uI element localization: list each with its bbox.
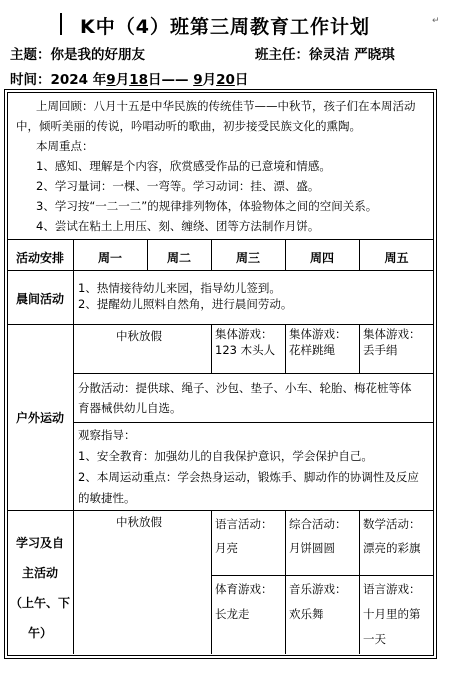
outdoor-observe: 观察指导： 1、安全教育：加强幼儿的自我保护意识，学会保护自己。 2、本周运动重点：学会热身运动，锻炼手、脚动作的协调性及反应 的敏捷性。 (78, 428, 419, 505)
morning-label: 晨间活动 (15, 292, 64, 306)
paragraph-mark-icon: ↵ (432, 16, 440, 26)
hline (211, 575, 434, 576)
hline (7, 324, 434, 325)
vline (285, 324, 286, 373)
hline (7, 239, 434, 240)
vline (359, 510, 360, 654)
teacher-row (255, 43, 395, 63)
hline (7, 270, 434, 271)
day-mon: 周一 (97, 251, 122, 265)
vline (211, 324, 212, 373)
vline (211, 510, 212, 654)
study-thu-2: 音乐游戏： 欢乐舞 (289, 582, 347, 621)
outdoor-mon-holiday: 中秋放假 (116, 329, 162, 343)
day-thu: 周四 (309, 251, 334, 265)
teacher-label: 班主任： (255, 47, 309, 63)
study-fri-1: 数学活动： 漂亮的彩旗 (363, 517, 421, 555)
time-label: 时间： (10, 72, 51, 88)
day-wed: 周三 (235, 251, 260, 265)
vline (73, 239, 74, 654)
outdoor-wed: 集体游戏： 123 木头人 (215, 327, 276, 357)
study-fri-2: 语言游戏： 十月里的第 一天 (363, 582, 421, 646)
vline (359, 324, 360, 373)
focus-label: 本周重点： (36, 139, 94, 153)
morning-line-1: 1、热情接待幼儿来园，指导幼儿签到。 (78, 281, 281, 295)
focus-point-3: 3、学习按“一二一二”的规律排列物体，体验物体之间的空间关系。 (36, 199, 378, 213)
morning-content (78, 280, 292, 312)
outdoor-thu: 集体游戏： 花样跳绳 (289, 327, 347, 357)
hline (73, 373, 434, 374)
outdoor-fri: 集体游戏： 丢手绢 (363, 327, 421, 357)
outdoor-scatter: 分散活动：提供球、绳子、沙包、垫子、小车、轮胎、梅花桩等体 育器械供幼儿自选。 (78, 381, 412, 415)
text-cursor (60, 13, 62, 35)
focus-point-2: 2、学习量词：一棵、一弯等。学习动词：挂、漂、盛。 (36, 179, 320, 193)
theme-row (10, 43, 145, 63)
focus-point-4: 4、尝试在粘土上用压、刻、缠绕、团等方法制作月饼。 (36, 219, 320, 233)
page-title: K中（4）班第三周教育工作计划 (80, 16, 370, 38)
morning-line-2: 2、提醒幼儿照料自然角，进行晨间劳动。 (78, 297, 293, 311)
teacher-value: 徐灵洁 严晓琪 (309, 47, 395, 63)
day-tue: 周二 (166, 251, 191, 265)
hline (73, 422, 434, 423)
study-wed-2: 体育游戏： 长龙走 (215, 582, 273, 621)
theme-value: 你是我的好朋友 (50, 47, 145, 63)
study-wed-1: 语言活动： 月亮 (215, 517, 273, 555)
schedule-label: 活动安排 (15, 251, 64, 265)
time-row: 时间：2024 年9月18日—— 9月20日 (10, 72, 249, 88)
day-fri: 周五 (384, 251, 409, 265)
hline (7, 510, 434, 511)
theme-label: 主题： (10, 47, 51, 63)
start-month: 9 (106, 72, 116, 88)
study-mon-holiday: 中秋放假 (116, 515, 162, 529)
review-section (16, 96, 428, 236)
vline (285, 510, 286, 654)
focus-point-1: 1、感知、理解是个内容，欣赏感受作品的已意境和情感。 (36, 159, 331, 173)
start-day: 18 (129, 72, 148, 88)
outdoor-label: 户外运动 (15, 411, 64, 425)
study-thu-1: 综合活动： 月饼圆圆 (289, 517, 347, 555)
study-label: 学习及自 主活动 （上午、下 午） (9, 536, 70, 640)
review-line-1: 上周回顾：八月十五是中华民族的传统佳节——中秋节，孩子们在本周活动 (36, 99, 416, 113)
end-month: 9 (193, 72, 203, 88)
review-line-2: 中，倾听美丽的传说，吟唱动听的歌曲，初步接受民族文化的熏陶。 (16, 119, 361, 133)
end-day: 20 (216, 72, 235, 88)
